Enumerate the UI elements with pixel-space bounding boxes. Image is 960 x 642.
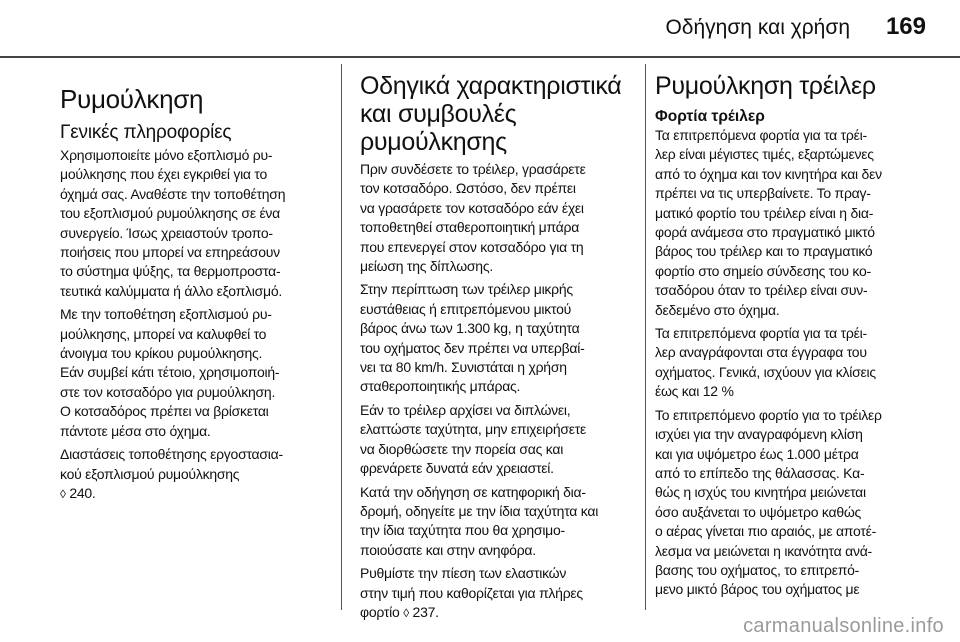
page-number: 169 (885, 13, 926, 40)
running-header-title: Οδήγηση και χρήση (665, 16, 850, 39)
page-reference-link[interactable] (60, 485, 96, 501)
subheading-trailer-loads: Φορτία τρέιλερ (655, 108, 765, 125)
paragraph-grease-coupling: Πριν συνδέσετε το τρέιλερ, γρασάρετε τον κοτσαδόρο. Ωστόσο, δεν πρέπει να γρασάρετε τον κοτσαδόρο εάν έχει τοποθετηθεί σταθεροποιητική μπάρα που επενεργεί στον κοτσαδόρο για τη μείωση της δίπλωσης. (360, 161, 586, 275)
paragraph-vehicle-documents: Τα επιτρεπόμενα φορτία για τα τρέι- λερ αναγράφονται στα έγγραφα του οχήματος. Γενικά, ισχύουν για κλίσεις έως και 12 % (655, 325, 876, 400)
paragraph-towing-eye: Με την τοποθέτηση εξοπλισμού ρυ- μούλκησης, μπορεί να καλυφθεί το άνοιγμα του κρίκου ρυμούλκησης. Εάν συμβεί κάτι τέτοιο, χρησιμοποιή- στε τον κοτσαδόρο για ρυμούλκηση. Ο κοτσαδόρος πρέπει να βρίσκεται πάντοτε μέσα στο όχημα. (60, 306, 280, 439)
column-divider (645, 64, 646, 610)
page-reference-number: 240. (69, 484, 96, 501)
column-driving-tips (345, 64, 645, 620)
paragraph-snaking: Εάν το τρέιλερ αρχίσει να διπλώνει, ελαττώστε ταχύτητα, μην επιχειρήσετε να διορθώσετε την πορεία σας και φρενάρετε δυνατά εάν χρειαστεί. (360, 401, 587, 477)
paragraph-trailer-load-values: Τα επιτρεπόμενα φορτία για τα τρέι- λερ είναι μέγιστες τιμές, εξαρτώμενες από το όχημα και τον κινητήρα και δεν πρέπει να τις υπερβαίνετε. Το πραγ- ματικό φορτίο του τρέιλερ είναι η δια- φορά ανάμεσα στο πραγματικό μικτό βάρος του τρέιλερ και το πραγματικό φορτίο στο σημείο σύνδεσης του κο- τσαδόρου όταν το τρέιλερ είναι συν- δεδεμένο στο όχημα. (655, 127, 882, 318)
paragraph-tyre-pressure (360, 564, 639, 623)
paragraph-speed-limit: Στην περίπτωση των τρέιλερ μικρής ευστάθειας ή επιτρεπόμενου μικτού βάρος άνω των 1.300 kg, η ταχύτητα του οχήματος δεν πρέπει να υπερβαί- νει τα 80 km/h. Συνιστάται η χρήση σταθεροποιητικής μπάρας. (360, 281, 585, 395)
paragraph-downhill: Κατά την οδήγηση σε κατηφορική δια- δρομή, οδηγείτε με την ίδια ταχύτητα και την ίδια ταχύτητα που θα χρησιμο- ποιούσατε και στην ανηφόρα. (360, 483, 599, 558)
dimensions-text: Διαστάσεις τοποθέτησης εργοστασια- κού εξοπλισμού ρυμούλκησης (60, 446, 283, 482)
paragraph-dimensions (60, 445, 327, 504)
section-heading-trailer-towing: Ρυμούλκηση τρέιλερ (655, 72, 876, 100)
paragraph-altitude: Το επιτρεπόμενο φορτίο για το τρέιλερ ισχύει για την αναγραφόμενη κλίση και για υψόμετρο έως 1.000 μέτρα από το επίπεδο της θάλασσας. Κα- θώς η ισχύς του κινητήρα μειώνεται όσο αυξάνεται το υψόμετρο καθώς ο αέρας γίνεται πιο αραιός, με αποτέ- λεσμα να μειώνεται η ικανότητα ανά- βασης του οχήματος, το επιτρεπό- μενο μικτό βάρος του οχήματος με (655, 406, 882, 598)
column-divider (341, 64, 342, 610)
column-towing (0, 64, 335, 610)
header-divider (0, 56, 960, 58)
page-header (0, 0, 960, 58)
section-heading-towing: Ρυμούλκηση (60, 84, 204, 114)
page-reference-number: 237. (412, 603, 439, 620)
section-heading-driving-tips: Οδηγικά χαρακτηριστικά και συμβουλές ρυμούλκησης (360, 72, 622, 156)
page-reference-arrow-icon: ◊ (403, 605, 409, 620)
tyre-pressure-text: Ρυθμίστε την πίεση των ελαστικών στην τιμή που καθορίζεται για πλήρες φορτίο (360, 565, 583, 620)
column-trailer-towing (655, 64, 960, 610)
subheading-general-info: Γενικές πληροφορίες (60, 122, 232, 143)
watermark: carmanualsonline.info (743, 615, 944, 637)
page-reference-link[interactable] (403, 604, 439, 620)
page-reference-arrow-icon: ◊ (60, 486, 66, 501)
paragraph-towing-equipment: Χρησιμοποιείτε μόνο εξοπλισμό ρυ- μούλκησης που έχει εγκριθεί για το όχημά σας. Αναθέστε την τοποθέτηση του εξοπλισμού ρυμούλκησης σε ένα συνεργείο. Ίσως χρειαστούν τροπο- ποιήσεις που μπορεί να επηρεάσουν το σύστημα ψύξης, τα θερμοπροστα- τευτικά καλύμματα ή άλλο εξοπλισμό. (60, 147, 286, 299)
